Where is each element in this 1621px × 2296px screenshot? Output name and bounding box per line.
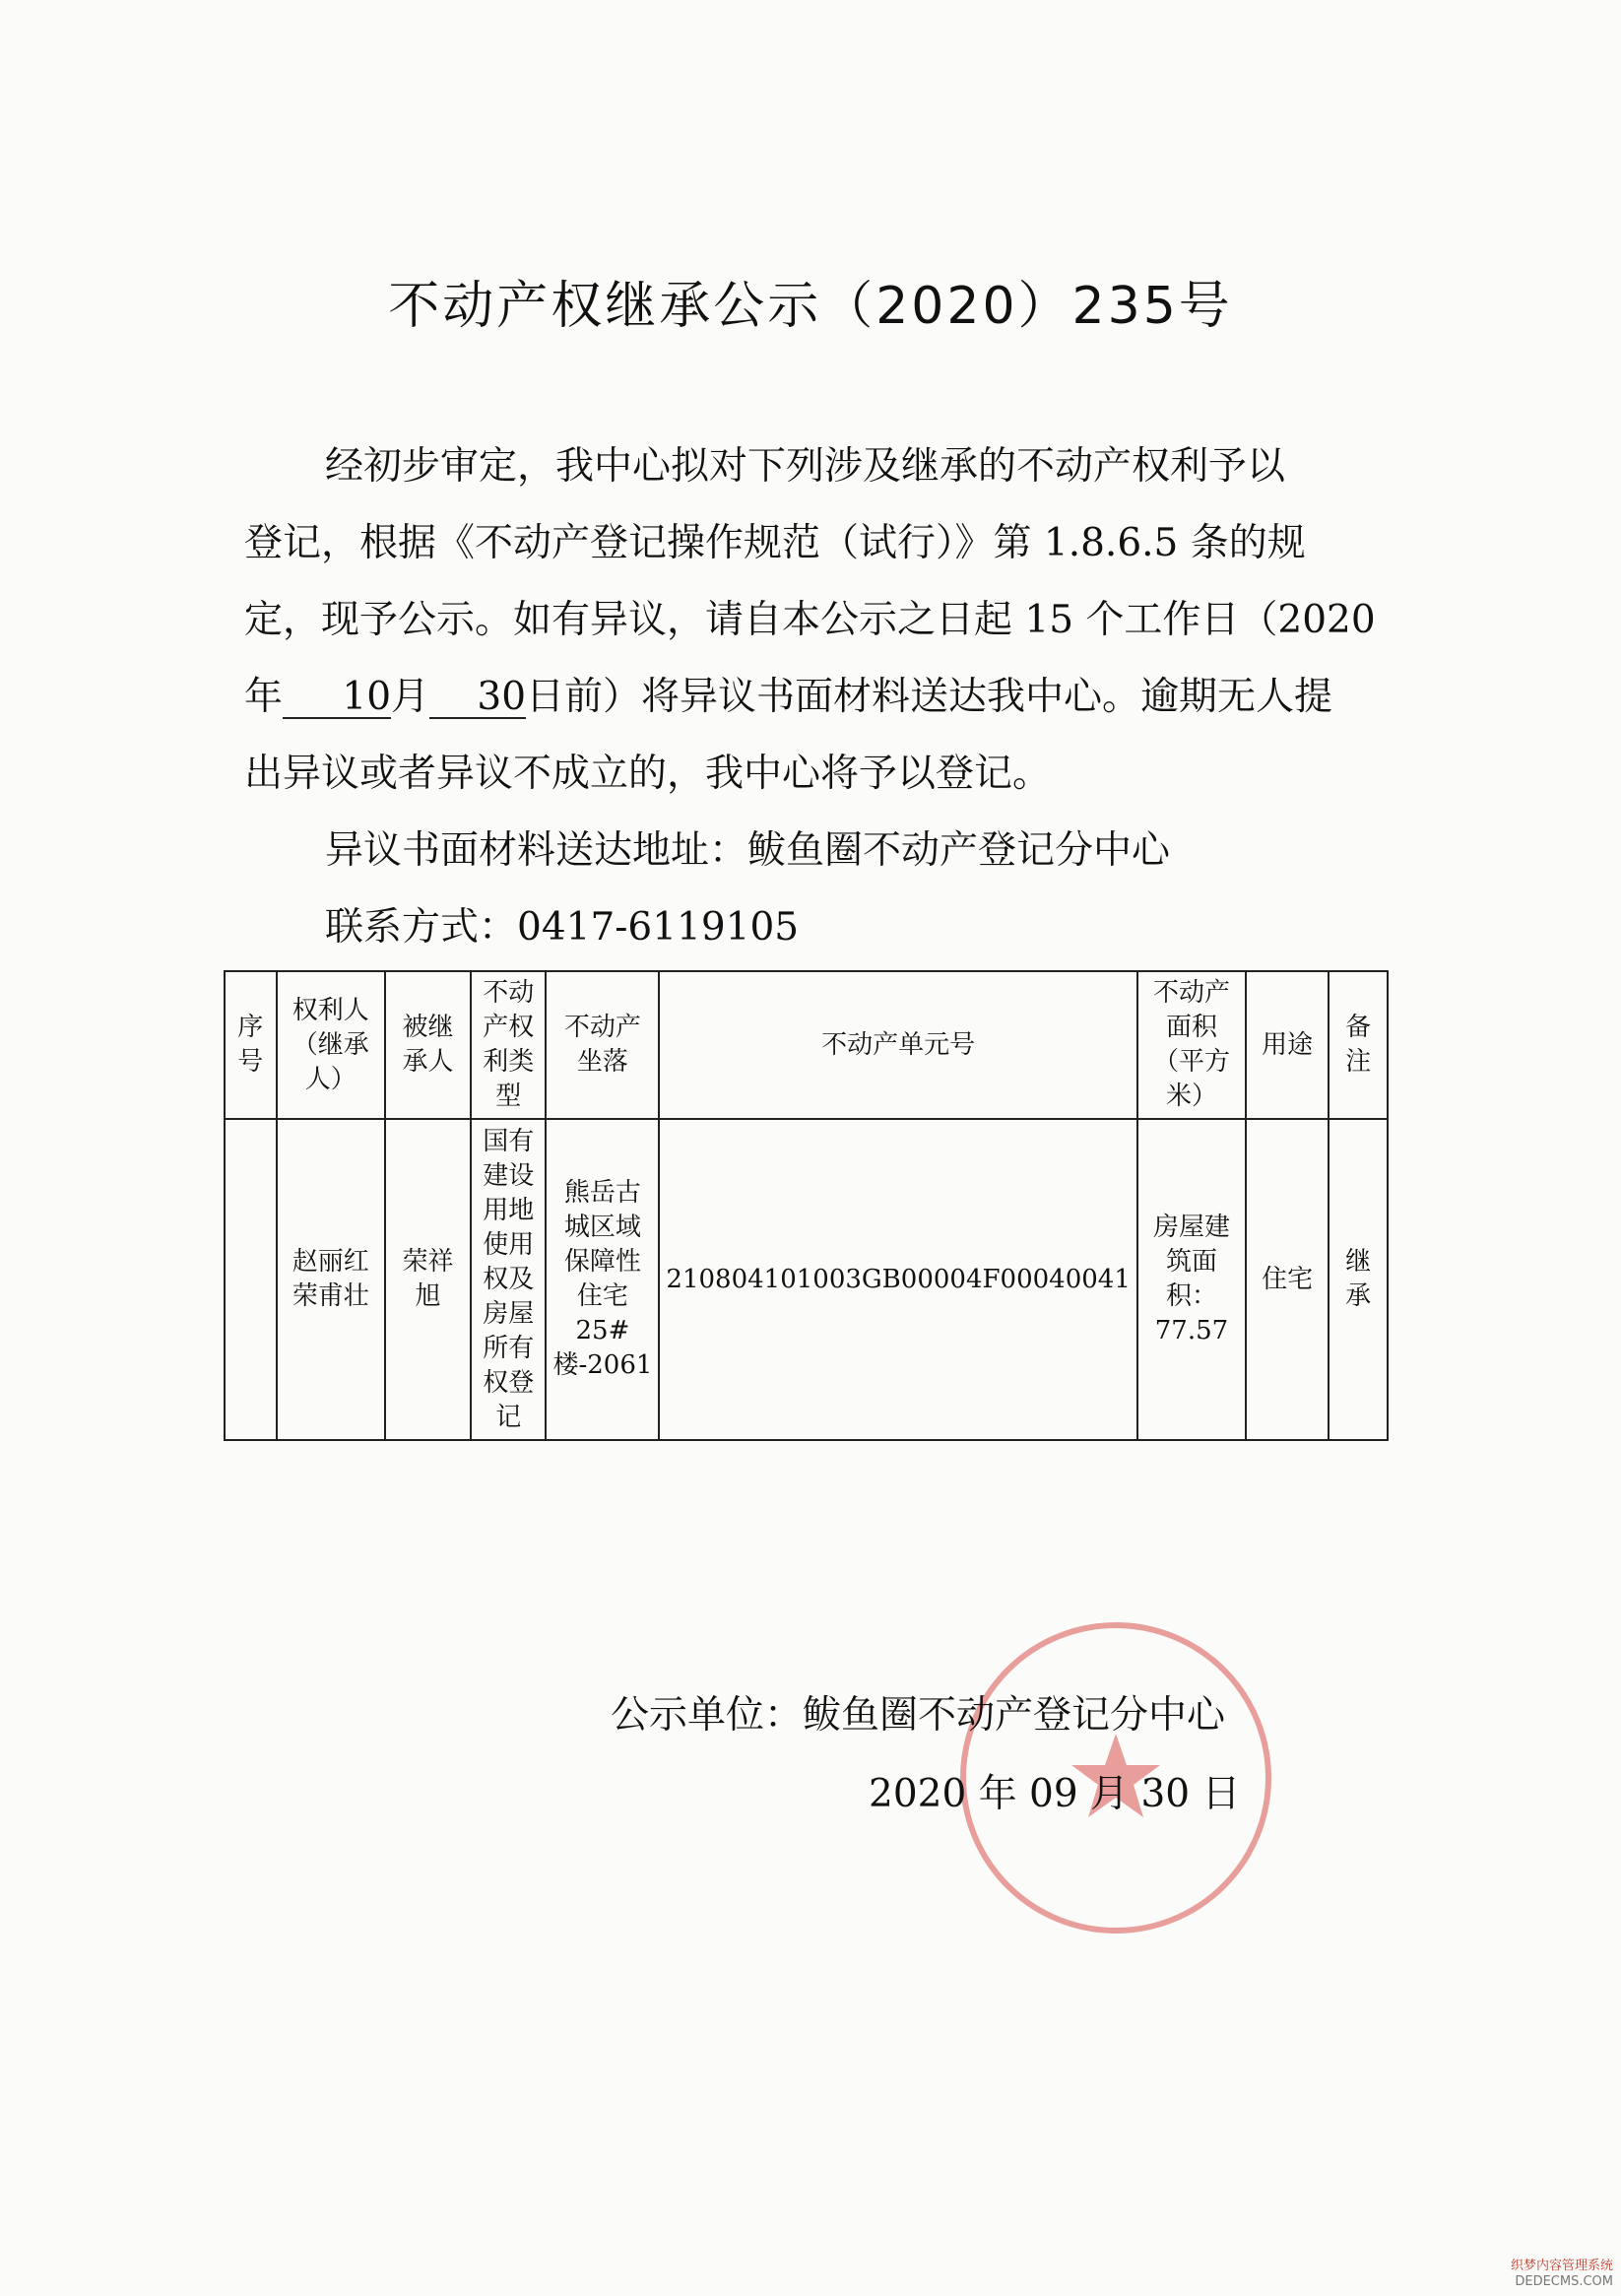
header-right-type: 不动产权利类型: [471, 971, 546, 1119]
publish-date: 2020 年 09 月 30 日: [869, 1772, 1241, 1816]
cell-remark: 继承: [1329, 1119, 1388, 1440]
cell-usage: 住宅: [1246, 1119, 1329, 1440]
header-holder: 权利人（继承人）: [277, 971, 385, 1119]
cell-deceased: 荣祥旭: [385, 1119, 471, 1440]
month-suffix: 月: [391, 675, 430, 719]
watermark-line-2: DEDECMS.COM: [1515, 2274, 1613, 2289]
year-suffix: 年: [244, 675, 284, 719]
cell-holder: 赵丽红荣甫壮: [277, 1119, 385, 1440]
page-title: 不动产权继承公示（2020）235号: [388, 277, 1233, 336]
notice-line-5: 出异议或者异议不成立的，我中心将予以登记。: [244, 752, 1052, 796]
property-table: [224, 970, 1389, 1441]
notice-line-4: [244, 659, 1377, 736]
objection-address: 异议书面材料送达地址：鲅鱼圈不动产登记分中心: [325, 828, 1171, 873]
header-remark: 备注: [1329, 971, 1388, 1119]
cell-right-type: 国有建设用地使用权及房屋所有权登记: [471, 1119, 546, 1440]
cell-seq: [225, 1119, 277, 1440]
watermark-line-1: 织梦内容管理系统: [1510, 2259, 1613, 2273]
deadline-month: 10: [283, 678, 391, 719]
notice-line-3: 定，现予公示。如有异议，请自本公示之日起 15 个工作日（2020: [244, 598, 1376, 642]
site-watermark: [1511, 2259, 1613, 2290]
deadline-day: 30: [429, 678, 526, 719]
header-unit-no: 不动产单元号: [659, 971, 1136, 1119]
header-usage: 用途: [1246, 971, 1329, 1119]
contact-info: 联系方式：0417-6119105: [325, 905, 800, 950]
cell-area: 房屋建筑面积：77.57: [1137, 1119, 1246, 1440]
publisher-unit: 公示单位：鲅鱼圈不动产登记分中心: [611, 1693, 1226, 1738]
table-header-row: [225, 971, 1388, 1119]
notice-line-1: 经初步审定，我中心拟对下列涉及继承的不动产权利予以: [325, 444, 1286, 489]
cell-location: 熊岳古城区域保障性住宅25#楼-2061: [546, 1119, 659, 1440]
header-location: 不动产坐落: [546, 971, 659, 1119]
table-row: [225, 1119, 1388, 1440]
header-deceased: 被继承人: [385, 971, 471, 1119]
cell-unit-no: 210804101003GB00004F00040041: [659, 1119, 1136, 1440]
header-seq: 序号: [225, 971, 277, 1119]
notice-body: [244, 428, 1377, 966]
notice-line-2: 登记，根据《不动产登记操作规范（试行）》第 1.8.6.5 条的规: [244, 521, 1306, 565]
header-area: 不动产面积（平方米）: [1137, 971, 1246, 1119]
notice-line-4-rest: 日前）将异议书面材料送达我中心。逾期无人提: [526, 675, 1333, 719]
